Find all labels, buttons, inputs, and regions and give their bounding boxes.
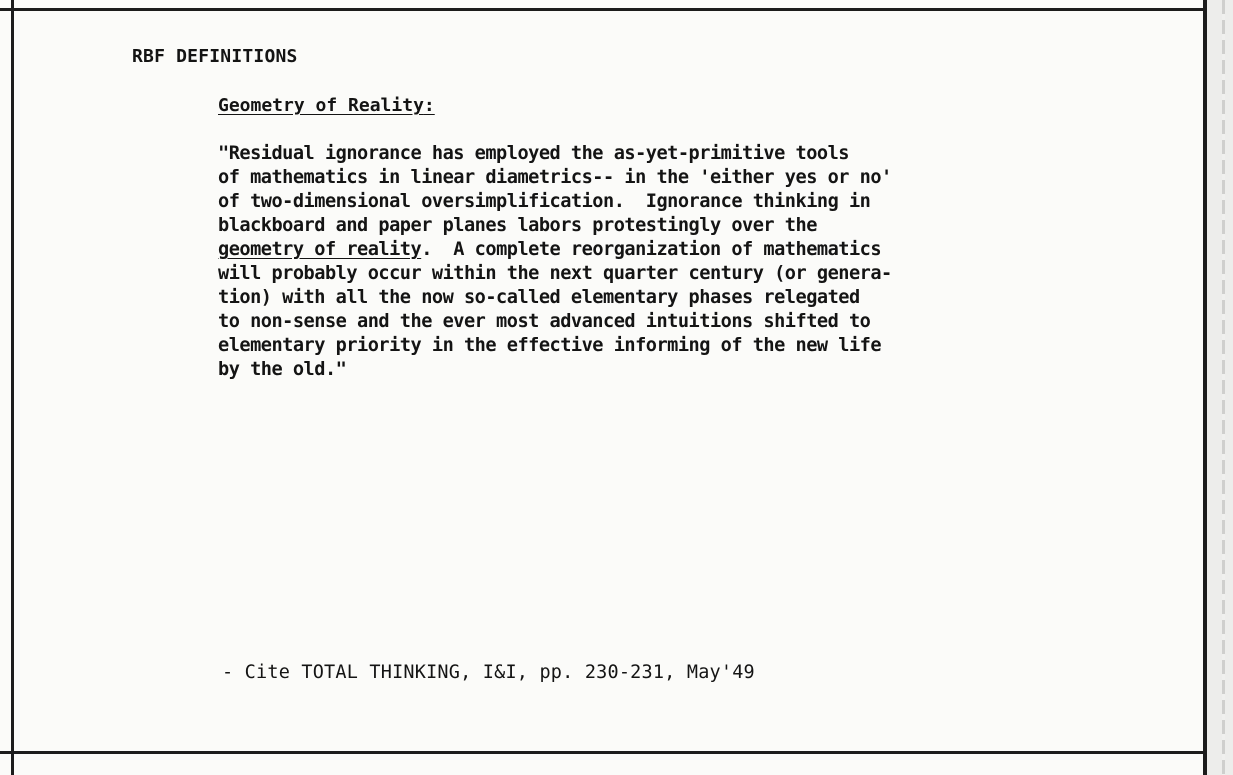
quote-line-6: will probably occur within the next quarter century (or genera- xyxy=(218,263,892,284)
card-edge-perforation xyxy=(1222,0,1225,775)
section-heading: RBF DEFINITIONS xyxy=(132,46,298,67)
card-top-border xyxy=(0,8,1210,11)
quote-underlined-phrase: geometry of reality xyxy=(218,239,422,260)
definition-term-text: Geometry of Reality xyxy=(218,95,424,116)
definition-quote xyxy=(218,142,1098,382)
quote-line-9: elementary priority in the effective informing of the new life xyxy=(218,335,882,356)
quote-line-7: tion) with all the now so-called elementary phases relegated xyxy=(218,287,860,308)
card-edge-strip xyxy=(1207,0,1233,775)
definition-term xyxy=(218,95,435,116)
quote-line-2: of mathematics in linear diametrics-- in the 'either yes or no' xyxy=(218,167,892,188)
quote-line-8: to non-sense and the ever most advanced intuitions shifted to xyxy=(218,311,871,332)
citation: - Cite TOTAL THINKING, I&I, pp. 230-231, May'49 xyxy=(222,662,755,683)
card-left-border xyxy=(11,0,14,775)
quote-line-10: by the old." xyxy=(218,359,347,380)
quote-line-4: blackboard and paper planes labors protestingly over the xyxy=(218,215,817,236)
quote-line-1: "Residual ignorance has employed the as-yet-primitive tools xyxy=(218,143,849,164)
quote-line-3: of two-dimensional oversimplification. Ignorance thinking in xyxy=(218,191,871,212)
definition-term-colon: : xyxy=(423,95,435,116)
card-bottom-border xyxy=(0,751,1210,754)
quote-line-5-rest: . A complete reorganization of mathematics xyxy=(421,239,882,260)
